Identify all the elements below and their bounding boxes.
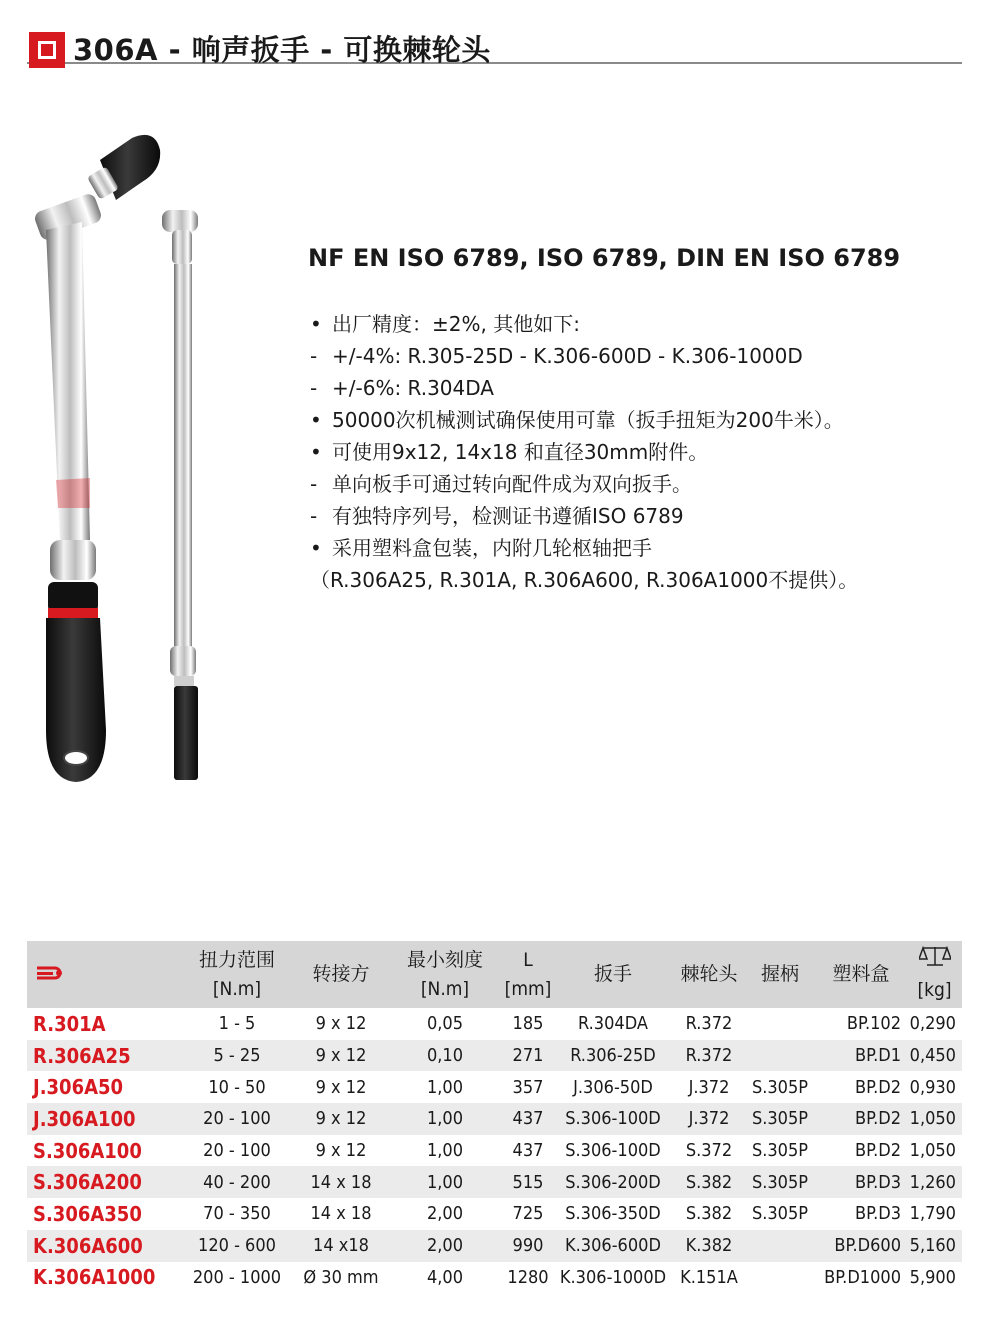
drive-cell: 9 x 12	[295, 1103, 387, 1135]
drive-cell: 9 x 12	[315, 1013, 367, 1035]
table-row	[27, 1166, 962, 1198]
section-marker-icon	[29, 32, 65, 68]
min-scale-cell: 1,00	[387, 1166, 503, 1198]
min-scale-cell: 2,00	[426, 1203, 464, 1225]
feature-text: 有独特序列号，检测证书遵循ISO 6789	[332, 504, 684, 528]
torque-cell: 200 - 1000	[192, 1266, 282, 1288]
ref-cell: S.306A100	[33, 1138, 142, 1163]
box-cell: BP.D1000	[824, 1266, 901, 1288]
table-row	[27, 1230, 962, 1262]
table-row	[27, 1071, 962, 1103]
min-scale-cell: 0,10	[387, 1040, 503, 1072]
ratchet-cell: S.372	[685, 1140, 733, 1162]
feature-marker: -	[310, 504, 318, 528]
length-cell: 357	[512, 1076, 544, 1098]
feature-text: 出厂精度：±2%, 其他如下:	[332, 312, 580, 336]
wrench-cell: S.306-350D	[565, 1203, 661, 1225]
drive-cell: 9 x 12	[295, 1040, 387, 1072]
col-min-scale: 最小刻度 [N.m]	[387, 941, 503, 1008]
weight-cell: 1,050	[909, 1140, 956, 1162]
feature-text: 50000次机械测试确保使用可靠（扳手扭矩为200牛米）。	[332, 408, 844, 432]
slim-wrench-drawing	[162, 210, 198, 780]
ratchet-cell: K.382	[673, 1230, 745, 1262]
box-cell: BP.D2	[815, 1103, 907, 1135]
ref-cell: K.306A1000	[33, 1265, 156, 1290]
handle-cell	[745, 1262, 815, 1294]
feature-text: 单向板手可通过转向配件成为双向扳手。	[332, 472, 692, 496]
ref-cell: S.306A200	[27, 1166, 179, 1198]
box-cell: BP.102	[846, 1013, 901, 1035]
table-row	[27, 1008, 962, 1040]
drive-cell: 14 x 18	[310, 1203, 372, 1225]
feature-marker: •	[310, 408, 322, 432]
feature-item	[308, 436, 988, 468]
length-cell: 271	[503, 1040, 553, 1072]
box-cell: BP.D2	[855, 1076, 901, 1098]
wrench-cell: R.306-25D	[553, 1040, 673, 1072]
page-header	[27, 22, 962, 67]
feature-text: +/-6%: R.304DA	[332, 376, 494, 400]
feature-text: 可使用9x12, 14x18 和直径30mm附件。	[332, 440, 709, 464]
min-scale-cell: 1,00	[426, 1076, 464, 1098]
feature-item	[308, 308, 988, 340]
min-scale-cell: 1,00	[426, 1140, 464, 1162]
torque-cell: 5 - 25	[179, 1040, 295, 1072]
length-cell: 185	[512, 1013, 544, 1035]
table-row	[27, 1040, 962, 1072]
col-weight: [kg]	[907, 941, 962, 1008]
handle-cell: S.305P	[751, 1076, 809, 1098]
ratchet-cell: J.372	[688, 1076, 730, 1098]
box-cell: BP.D2	[855, 1140, 901, 1162]
wrench-cell: S.306-100D	[553, 1103, 673, 1135]
feature-item	[308, 468, 988, 500]
wrench-cell: K.306-600D	[553, 1230, 673, 1262]
feature-marker: •	[310, 536, 322, 560]
ref-cell: K.306A600	[27, 1230, 179, 1262]
torque-cell: 20 - 100	[203, 1140, 271, 1162]
handle-cell: S.305P	[745, 1166, 815, 1198]
wrench-cell: S.306-200D	[553, 1166, 673, 1198]
col-ratchet: 棘轮头	[673, 941, 745, 1008]
col-length: L [mm]	[503, 941, 553, 1008]
ratchet-cell: K.151A	[680, 1266, 738, 1288]
handle-cell	[745, 1230, 815, 1262]
ref-cell: R.301A	[33, 1011, 106, 1036]
feature-marker: -	[310, 344, 318, 368]
length-cell: 437	[503, 1103, 553, 1135]
feature-item	[308, 372, 988, 404]
drive-cell: 14 x18	[295, 1230, 387, 1262]
torque-cell: 40 - 200	[179, 1166, 295, 1198]
weight-cell: 1,790	[909, 1203, 956, 1225]
feature-marker: •	[310, 440, 322, 464]
handle-cell: S.305P	[751, 1203, 809, 1225]
table-row	[27, 1262, 962, 1294]
length-cell: 515	[503, 1166, 553, 1198]
ref-cell: J.306A100	[27, 1103, 179, 1135]
wrench-cell: S.306-100D	[565, 1140, 661, 1162]
col-handle: 握柄	[745, 941, 815, 1008]
spec-table	[27, 941, 962, 1293]
weight-cell: 0,450	[907, 1040, 962, 1072]
length-cell: 725	[512, 1203, 544, 1225]
handle-cell	[745, 1040, 815, 1072]
standards-heading: NF EN ISO 6789, ISO 6789, DIN EN ISO 6789	[308, 244, 901, 272]
feature-marker: •	[310, 312, 322, 336]
feature-item	[308, 500, 988, 532]
feature-item	[308, 564, 988, 596]
weight-cell: 5,160	[907, 1230, 962, 1262]
box-cell: BP.D3	[815, 1166, 907, 1198]
torque-cell: 120 - 600	[179, 1230, 295, 1262]
box-cell: BP.D3	[855, 1203, 901, 1225]
handle-cell	[745, 1008, 815, 1040]
length-cell: 990	[503, 1230, 553, 1262]
drive-cell: 9 x 12	[315, 1140, 367, 1162]
ref-cell: R.306A25	[27, 1040, 179, 1072]
scale-weight-icon	[907, 945, 962, 976]
feature-item	[308, 340, 988, 372]
wrench-cell: R.304DA	[578, 1013, 648, 1035]
feature-item	[308, 404, 988, 436]
feature-text: +/-4%: R.305-25D - K.306-600D - K.306-1000D	[332, 344, 803, 368]
ratchet-cell: J.372	[673, 1103, 745, 1135]
table-header-row	[27, 941, 962, 1008]
ratchet-cell: S.382	[673, 1166, 745, 1198]
weight-cell: 1,050	[907, 1103, 962, 1135]
wrench-reference-icon	[27, 941, 179, 1008]
page-title: 306A - 响声扳手 - 可换棘轮头	[73, 33, 491, 67]
ref-cell: J.306A50	[33, 1075, 124, 1100]
handle-cell: S.305P	[751, 1140, 809, 1162]
col-wrench: 扳手	[553, 941, 673, 1008]
torque-cell: 70 - 350	[203, 1203, 271, 1225]
feature-text: 采用塑料盒包装，内附几轮枢轴把手	[332, 536, 652, 560]
torque-cell: 1 - 5	[218, 1013, 256, 1035]
large-wrench-drawing	[33, 135, 160, 782]
handle-cell: S.305P	[745, 1103, 815, 1135]
drive-cell: 14 x 18	[295, 1166, 387, 1198]
min-scale-cell: 4,00	[426, 1266, 464, 1288]
length-cell: 1280	[507, 1266, 549, 1288]
min-scale-cell: 1,00	[387, 1103, 503, 1135]
min-scale-cell: 2,00	[387, 1230, 503, 1262]
length-cell: 437	[512, 1140, 544, 1162]
weight-cell: 5,900	[909, 1266, 956, 1288]
feature-item	[308, 532, 988, 564]
feature-marker: -	[310, 472, 318, 496]
weight-cell: 1,260	[907, 1166, 962, 1198]
drive-cell: Ø 30 mm	[303, 1266, 379, 1288]
weight-cell: 0,290	[909, 1013, 956, 1035]
wrench-cell: J.306-50D	[573, 1076, 653, 1098]
torque-cell: 20 - 100	[179, 1103, 295, 1135]
ratchet-cell: R.372	[685, 1013, 733, 1035]
col-drive: 转接方	[295, 941, 387, 1008]
col-torque: 扭力范围 [N.m]	[179, 941, 295, 1008]
feature-marker: -	[310, 376, 318, 400]
weight-cell: 0,930	[909, 1076, 956, 1098]
table-row	[27, 1103, 962, 1135]
box-cell: BP.D600	[815, 1230, 907, 1262]
table-row	[27, 1135, 962, 1167]
min-scale-cell: 0,05	[426, 1013, 464, 1035]
ref-cell: S.306A350	[33, 1201, 142, 1226]
ratchet-cell: S.382	[685, 1203, 733, 1225]
feature-list	[308, 308, 988, 596]
feature-text: （R.306A25, R.301A, R.306A600, R.306A1000不提供）。	[310, 568, 859, 592]
drive-cell: 9 x 12	[315, 1076, 367, 1098]
wrench-cell: K.306-1000D	[559, 1266, 667, 1288]
box-cell: BP.D1	[815, 1040, 907, 1072]
table-row	[27, 1198, 962, 1230]
torque-wrench-image	[20, 130, 260, 795]
ratchet-cell: R.372	[673, 1040, 745, 1072]
col-box: 塑料盒	[815, 941, 907, 1008]
torque-cell: 10 - 50	[208, 1076, 266, 1098]
